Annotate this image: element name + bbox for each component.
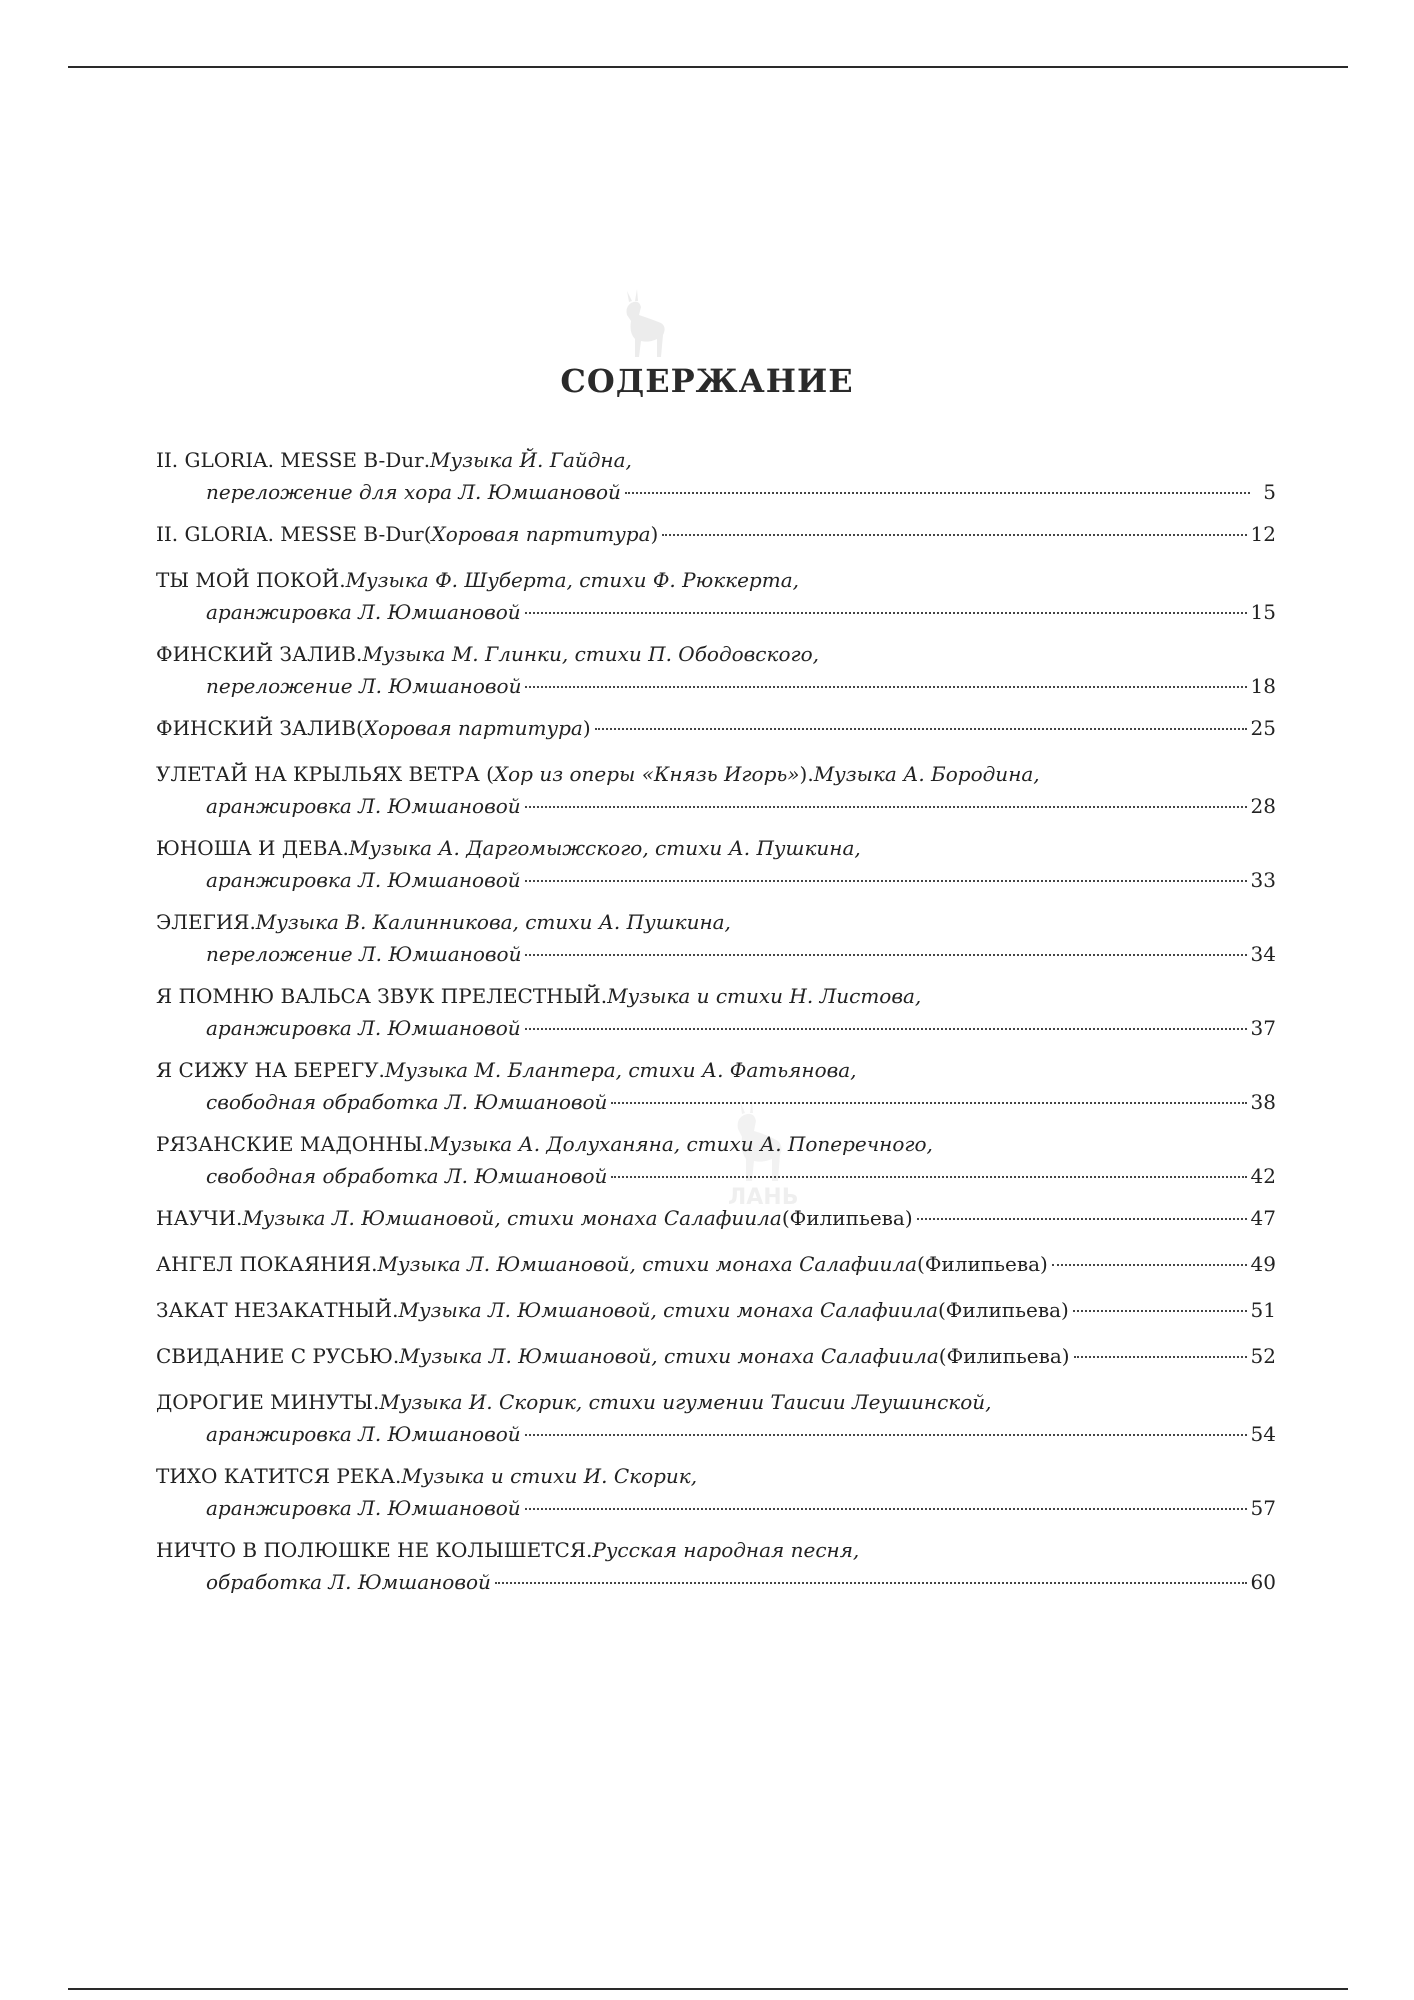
dot-leader [625, 492, 1250, 494]
toc-entry-page-number: 49 [1250, 1252, 1276, 1276]
toc-entry-title: УЛЕТАЙ НА КРЫЛЬЯХ ВЕТРА ( [156, 762, 494, 786]
toc-entry-credit-tail: (Филипьева) [938, 1344, 1070, 1368]
toc-entry[interactable] [156, 758, 1276, 822]
toc-entry[interactable] [156, 1248, 1276, 1280]
toc-entry-line [156, 790, 1276, 822]
dot-leader [1052, 1264, 1247, 1266]
toc-entry-line [156, 1294, 1276, 1326]
toc-entry-separator: . [355, 642, 363, 666]
toc-entry-page-number: 37 [1250, 1016, 1276, 1040]
toc-entry-line [156, 1086, 1276, 1118]
toc-entry-title: Я ПОМНЮ ВАЛЬСА ЗВУК ПРЕЛЕСТНЫЙ [156, 984, 601, 1008]
toc-entry-separator: . [371, 1252, 378, 1276]
toc-entry-page-number: 57 [1250, 1496, 1276, 1520]
toc-entry-credit: Музыка М. Блантера, стихи А. Фатьянова, [384, 1058, 857, 1082]
toc-entry[interactable] [156, 1534, 1276, 1598]
toc-entry-page-number: 51 [1250, 1298, 1276, 1322]
toc-entry-title: РЯЗАНСКИЕ МАДОННЫ [156, 1132, 423, 1156]
toc-entry-line [156, 670, 1276, 702]
toc-entry[interactable] [156, 1460, 1276, 1524]
toc-entry-line [156, 938, 1276, 970]
toc-entry-title: АНГЕЛ ПОКАЯНИЯ [156, 1252, 372, 1276]
toc-entry-credit: Музыка А. Долуханяна, стихи А. Поперечного, [429, 1132, 933, 1156]
toc-entry-title: ЭЛЕГИЯ [156, 910, 250, 934]
toc-entry[interactable] [156, 1128, 1276, 1192]
toc-entry-line [156, 638, 1276, 670]
toc-entry-subtitle: Хоровая партитура [363, 716, 583, 740]
toc-entry-page-number: 18 [1250, 674, 1276, 698]
toc-entry-page-number: 12 [1250, 522, 1276, 546]
toc-entry-line [156, 1202, 1276, 1234]
dot-leader [525, 686, 1246, 688]
toc-entry-page-number: 34 [1250, 942, 1276, 966]
toc-entry-title: ТЫ МОЙ ПОКОЙ [156, 568, 340, 592]
toc-entry-separator: . [378, 1058, 385, 1082]
toc-entry-credit: Музыка Ф. Шуберта, стихи Ф. Рюккерта, [345, 568, 799, 592]
page-title: СОДЕРЖАНИЕ [560, 362, 854, 400]
toc-entry-credit: обработка Л. Юмшановой [206, 1570, 491, 1594]
dot-leader [525, 1508, 1247, 1510]
toc-entry-line [156, 476, 1276, 508]
dot-leader [1073, 1310, 1247, 1312]
toc-entry-line [156, 758, 1276, 790]
dot-leader [525, 1028, 1247, 1030]
dot-leader [525, 806, 1247, 808]
toc-entry-separator: . [342, 836, 349, 860]
toc-entry[interactable] [156, 518, 1276, 550]
table-of-contents [156, 444, 1276, 1608]
toc-entry-separator: . [235, 1206, 243, 1230]
toc-entry-credit: аранжировка Л. Юмшановой [206, 600, 521, 624]
toc-entry-subtitle: Хоровая партитура [431, 522, 651, 546]
toc-entry-credit: Музыка И. Скорик, стихи игумении Таисии Леушинской, [379, 1390, 992, 1414]
toc-entry-credit: аранжировка Л. Юмшановой [206, 794, 521, 818]
toc-entry-title: ДОРОГИЕ МИНУТЫ [156, 1390, 373, 1414]
toc-entry-credit: Музыка А. Бородина, [813, 762, 1040, 786]
toc-entry-credit: Музыка Л. Юмшановой, стихи монаха Салафиила [399, 1344, 939, 1368]
toc-entry-line [156, 864, 1276, 896]
toc-entry-line [156, 712, 1276, 744]
toc-entry[interactable] [156, 564, 1276, 628]
dot-leader [525, 954, 1246, 956]
toc-entry-credit: аранжировка Л. Юмшановой [206, 1016, 521, 1040]
toc-entry[interactable] [156, 906, 1276, 970]
close-paren: ) [582, 716, 591, 740]
toc-entry-line [156, 1128, 1276, 1160]
toc-entry-line [156, 1386, 1276, 1418]
toc-entry-page-number: 5 [1263, 480, 1276, 504]
toc-entry-page-number: 42 [1250, 1164, 1276, 1188]
toc-entry-page-number: 54 [1250, 1422, 1276, 1446]
toc-entry-credit-tail: (Филипьева) [938, 1298, 1069, 1322]
toc-entry-credit-tail: (Филипьева) [917, 1252, 1048, 1276]
toc-entry-line [156, 1418, 1276, 1450]
toc-entry-credit: Музыка Л. Юмшановой, стихи монаха Салафиила [398, 1298, 938, 1322]
toc-entry-line [156, 832, 1276, 864]
toc-entry-credit: аранжировка Л. Юмшановой [206, 1496, 521, 1520]
toc-entry-page-number: 38 [1250, 1090, 1276, 1114]
toc-entry-separator: . [339, 568, 346, 592]
toc-entry-credit: Музыка М. Глинки, стихи П. Ободовского, [362, 642, 819, 666]
toc-entry-line [156, 1012, 1276, 1044]
toc-entry-title: ФИНСКИЙ ЗАЛИВ [156, 716, 356, 740]
toc-entry[interactable] [156, 980, 1276, 1044]
toc-entry-page-number: 47 [1250, 1206, 1276, 1230]
toc-entry-credit-tail: (Филипьева) [781, 1206, 913, 1230]
dot-leader [1074, 1356, 1247, 1358]
dot-leader [495, 1582, 1247, 1584]
toc-entry-line [156, 1160, 1276, 1192]
toc-entry-line [156, 1340, 1276, 1372]
toc-entry-page-number: 52 [1250, 1344, 1276, 1368]
toc-entry-credit: Русская народная песня, [592, 1538, 860, 1562]
toc-entry-title: Я СИЖУ НА БЕРЕГУ [156, 1058, 379, 1082]
dot-leader [917, 1218, 1247, 1220]
toc-entry[interactable] [156, 1340, 1276, 1372]
toc-entry[interactable] [156, 444, 1276, 508]
toc-entry-subtitle: Хор из оперы «Князь Игорь» [493, 762, 800, 786]
toc-entry-separator: . [249, 910, 256, 934]
toc-entry-title: II. GLORIA. MESSE B-Dur [156, 448, 424, 472]
toc-entry-credit: Музыка А. Даргомыжского, стихи А. Пушкина, [348, 836, 861, 860]
dot-leader [611, 1176, 1246, 1178]
dot-leader [525, 612, 1247, 614]
dot-leader [611, 1102, 1246, 1104]
toc-entry-line [156, 596, 1276, 628]
toc-entry-credit: свободная обработка Л. Юмшановой [206, 1090, 608, 1114]
toc-entry-line [156, 980, 1276, 1012]
toc-entry-line [156, 1054, 1276, 1086]
toc-entry-credit: переложение для хора Л. Юмшановой [206, 480, 621, 504]
toc-entry-credit: Музыка Й. Гайдна, [430, 448, 632, 472]
close-paren: ) [650, 522, 659, 546]
top-rule [68, 66, 1348, 68]
open-paren: ( [423, 522, 432, 546]
toc-entry-line [156, 1248, 1276, 1280]
open-paren: ( [355, 716, 364, 740]
toc-entry-separator: . [372, 1390, 380, 1414]
toc-entry-line [156, 1566, 1276, 1598]
toc-entry-title: II. GLORIA. MESSE B-Dur [156, 522, 424, 546]
toc-entry-line [156, 906, 1276, 938]
watermark-brand-text: ЛАНЬ [728, 1185, 799, 1210]
toc-entry-page-number: 28 [1250, 794, 1276, 818]
toc-entry-credit: переложение Л. Юмшановой [206, 674, 522, 698]
dot-leader [595, 728, 1247, 730]
toc-entry-page-number: 33 [1250, 868, 1276, 892]
toc-entry[interactable] [156, 638, 1276, 702]
toc-entry-credit: Музыка Л. Юмшановой, стихи монаха Салафиила [377, 1252, 918, 1276]
toc-entry-line [156, 1534, 1276, 1566]
toc-entry-credit: Музыка и стихи Н. Листова, [607, 984, 922, 1008]
toc-entry-credit: аранжировка Л. Юмшановой [206, 868, 521, 892]
toc-entry-separator: . [392, 1298, 399, 1322]
toc-entry[interactable] [156, 1386, 1276, 1450]
toc-entry[interactable] [156, 712, 1276, 744]
toc-entry-line [156, 564, 1276, 596]
toc-entry-line [156, 518, 1276, 550]
toc-entry-page-number: 60 [1250, 1570, 1276, 1594]
toc-entry[interactable] [156, 1054, 1276, 1118]
toc-entry-line [156, 1460, 1276, 1492]
toc-entry-title: НИЧТО В ПОЛЮШКЕ НЕ КОЛЫШЕТСЯ [156, 1538, 586, 1562]
toc-entry-credit: Музыка Л. Юмшановой, стихи монаха Салафиила [242, 1206, 782, 1230]
toc-entry-separator: . [392, 1344, 400, 1368]
toc-entry[interactable] [156, 1202, 1276, 1234]
toc-entry-title: НАУЧИ [156, 1206, 236, 1230]
dot-leader [662, 534, 1246, 536]
toc-entry-title: ТИХО КАТИТСЯ РЕКА [156, 1464, 396, 1488]
toc-entry-credit: Музыка и стихи И. Скорик, [401, 1464, 698, 1488]
deer-watermark-icon [605, 285, 675, 365]
toc-entry-credit: свободная обработка Л. Юмшановой [206, 1164, 608, 1188]
toc-entry-credit: переложение Л. Юмшановой [206, 942, 522, 966]
toc-entry-page-number: 25 [1250, 716, 1276, 740]
bottom-rule [68, 1988, 1348, 1990]
toc-entry-separator: . [600, 984, 608, 1008]
toc-entry-page-number: 15 [1250, 600, 1276, 624]
toc-entry[interactable] [156, 1294, 1276, 1326]
dot-leader [525, 880, 1247, 882]
toc-entry-separator: . [586, 1538, 593, 1562]
toc-entry-title: ФИНСКИЙ ЗАЛИВ [156, 642, 356, 666]
toc-entry-separator: . [423, 448, 431, 472]
toc-entry-separator: . [395, 1464, 402, 1488]
dot-leader [525, 1434, 1247, 1436]
toc-entry-line [156, 444, 1276, 476]
toc-entry-credit: аранжировка Л. Юмшановой [206, 1422, 521, 1446]
toc-entry-separator: . [422, 1132, 430, 1156]
toc-entry[interactable] [156, 832, 1276, 896]
toc-entry-title: ЮНОША И ДЕВА [156, 836, 343, 860]
toc-entry-line [156, 1492, 1276, 1524]
toc-entry-title: ЗАКАТ НЕЗАКАТНЫЙ [156, 1298, 393, 1322]
toc-entry-title: СВИДАНИЕ С РУСЬЮ [156, 1344, 393, 1368]
toc-entry-credit: Музыка В. Калинникова, стихи А. Пушкина, [255, 910, 731, 934]
toc-entry-separator: ). [799, 762, 814, 786]
